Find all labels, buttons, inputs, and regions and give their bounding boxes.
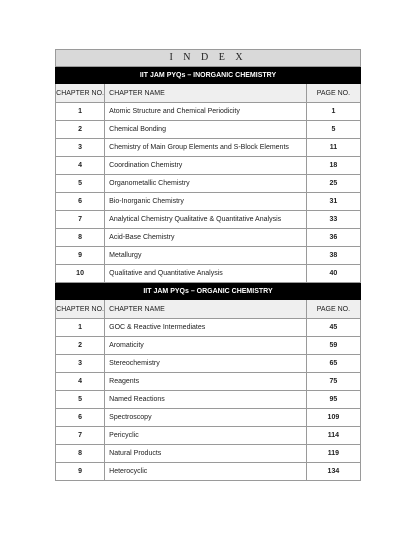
chapter-name: Qualitative and Quantitative Analysis <box>105 265 307 283</box>
chapter-number: 8 <box>56 229 105 247</box>
index-title: I N D E X <box>56 50 361 67</box>
chapter-number: 3 <box>56 355 105 373</box>
page-number: 134 <box>306 463 360 481</box>
chapter-name: GOC & Reactive Intermediates <box>105 319 307 337</box>
page-number: 33 <box>306 211 360 229</box>
chapter-number: 2 <box>56 337 105 355</box>
table-row <box>56 373 361 391</box>
table-row <box>56 247 361 265</box>
table-row <box>56 193 361 211</box>
table-row <box>56 409 361 427</box>
page-number: 11 <box>306 139 360 157</box>
chapter-name: Reagents <box>105 373 307 391</box>
index-title-row <box>56 50 361 67</box>
chapter-name: Pericyclic <box>105 427 307 445</box>
index-table-body <box>56 50 361 481</box>
chapter-number: 3 <box>56 139 105 157</box>
header-chapter-no: CHAPTER NO. <box>56 84 105 103</box>
chapter-name: Metallurgy <box>105 247 307 265</box>
header-chapter-name: CHAPTER NAME <box>105 300 307 319</box>
page-number: 38 <box>306 247 360 265</box>
chapter-number: 7 <box>56 211 105 229</box>
table-row <box>56 355 361 373</box>
page-number: 59 <box>306 337 360 355</box>
chapter-name: Acid-Base Chemistry <box>105 229 307 247</box>
index-table <box>55 49 361 481</box>
chapter-number: 5 <box>56 391 105 409</box>
table-row <box>56 337 361 355</box>
table-row <box>56 157 361 175</box>
table-row <box>56 103 361 121</box>
header-page-no: PAGE NO. <box>306 300 360 319</box>
page-number: 1 <box>306 103 360 121</box>
page-number: 25 <box>306 175 360 193</box>
table-row <box>56 139 361 157</box>
table-row <box>56 229 361 247</box>
table-row <box>56 427 361 445</box>
section-banner-inorganic: IIT JAM PYQs – INORGANIC CHEMISTRY <box>56 67 361 84</box>
chapter-name: Natural Products <box>105 445 307 463</box>
page-number: 40 <box>306 265 360 283</box>
chapter-name: Heterocyclic <box>105 463 307 481</box>
section-banner-row-inorganic <box>56 67 361 84</box>
chapter-number: 6 <box>56 409 105 427</box>
chapter-number: 4 <box>56 157 105 175</box>
chapter-number: 5 <box>56 175 105 193</box>
page-number: 5 <box>306 121 360 139</box>
table-row <box>56 175 361 193</box>
page-number: 95 <box>306 391 360 409</box>
chapter-name: Chemistry of Main Group Elements and S-Block Elements <box>105 139 307 157</box>
chapter-number: 4 <box>56 373 105 391</box>
page-number: 18 <box>306 157 360 175</box>
page-number: 109 <box>306 409 360 427</box>
page-number: 45 <box>306 319 360 337</box>
table-row <box>56 319 361 337</box>
chapter-number: 6 <box>56 193 105 211</box>
chapter-name: Analytical Chemistry Qualitative & Quantitative Analysis <box>105 211 307 229</box>
header-page-no: PAGE NO. <box>306 84 360 103</box>
chapter-number: 1 <box>56 319 105 337</box>
chapter-number: 10 <box>56 265 105 283</box>
page-number: 119 <box>306 445 360 463</box>
column-header-row <box>56 84 361 103</box>
section-banner-row-organic <box>56 283 361 300</box>
chapter-name: Spectroscopy <box>105 409 307 427</box>
page-number: 114 <box>306 427 360 445</box>
table-row <box>56 391 361 409</box>
chapter-number: 1 <box>56 103 105 121</box>
page-number: 65 <box>306 355 360 373</box>
chapter-number: 8 <box>56 445 105 463</box>
chapter-name: Atomic Structure and Chemical Periodicity <box>105 103 307 121</box>
page-number: 31 <box>306 193 360 211</box>
table-row <box>56 445 361 463</box>
column-header-row <box>56 300 361 319</box>
header-chapter-name: CHAPTER NAME <box>105 84 307 103</box>
chapter-name: Coordination Chemistry <box>105 157 307 175</box>
header-chapter-no: CHAPTER NO. <box>56 300 105 319</box>
chapter-name: Stereochemistry <box>105 355 307 373</box>
chapter-name: Aromaticity <box>105 337 307 355</box>
table-row <box>56 463 361 481</box>
chapter-name: Bio-Inorganic Chemistry <box>105 193 307 211</box>
chapter-name: Named Reactions <box>105 391 307 409</box>
chapter-number: 2 <box>56 121 105 139</box>
section-banner-organic: IIT JAM PYQs – ORGANIC CHEMISTRY <box>56 283 361 300</box>
page-number: 36 <box>306 229 360 247</box>
table-row <box>56 265 361 283</box>
page-number: 75 <box>306 373 360 391</box>
chapter-number: 9 <box>56 463 105 481</box>
chapter-number: 7 <box>56 427 105 445</box>
chapter-name: Organometallic Chemistry <box>105 175 307 193</box>
table-row <box>56 211 361 229</box>
chapter-number: 9 <box>56 247 105 265</box>
chapter-name: Chemical Bonding <box>105 121 307 139</box>
table-row <box>56 121 361 139</box>
